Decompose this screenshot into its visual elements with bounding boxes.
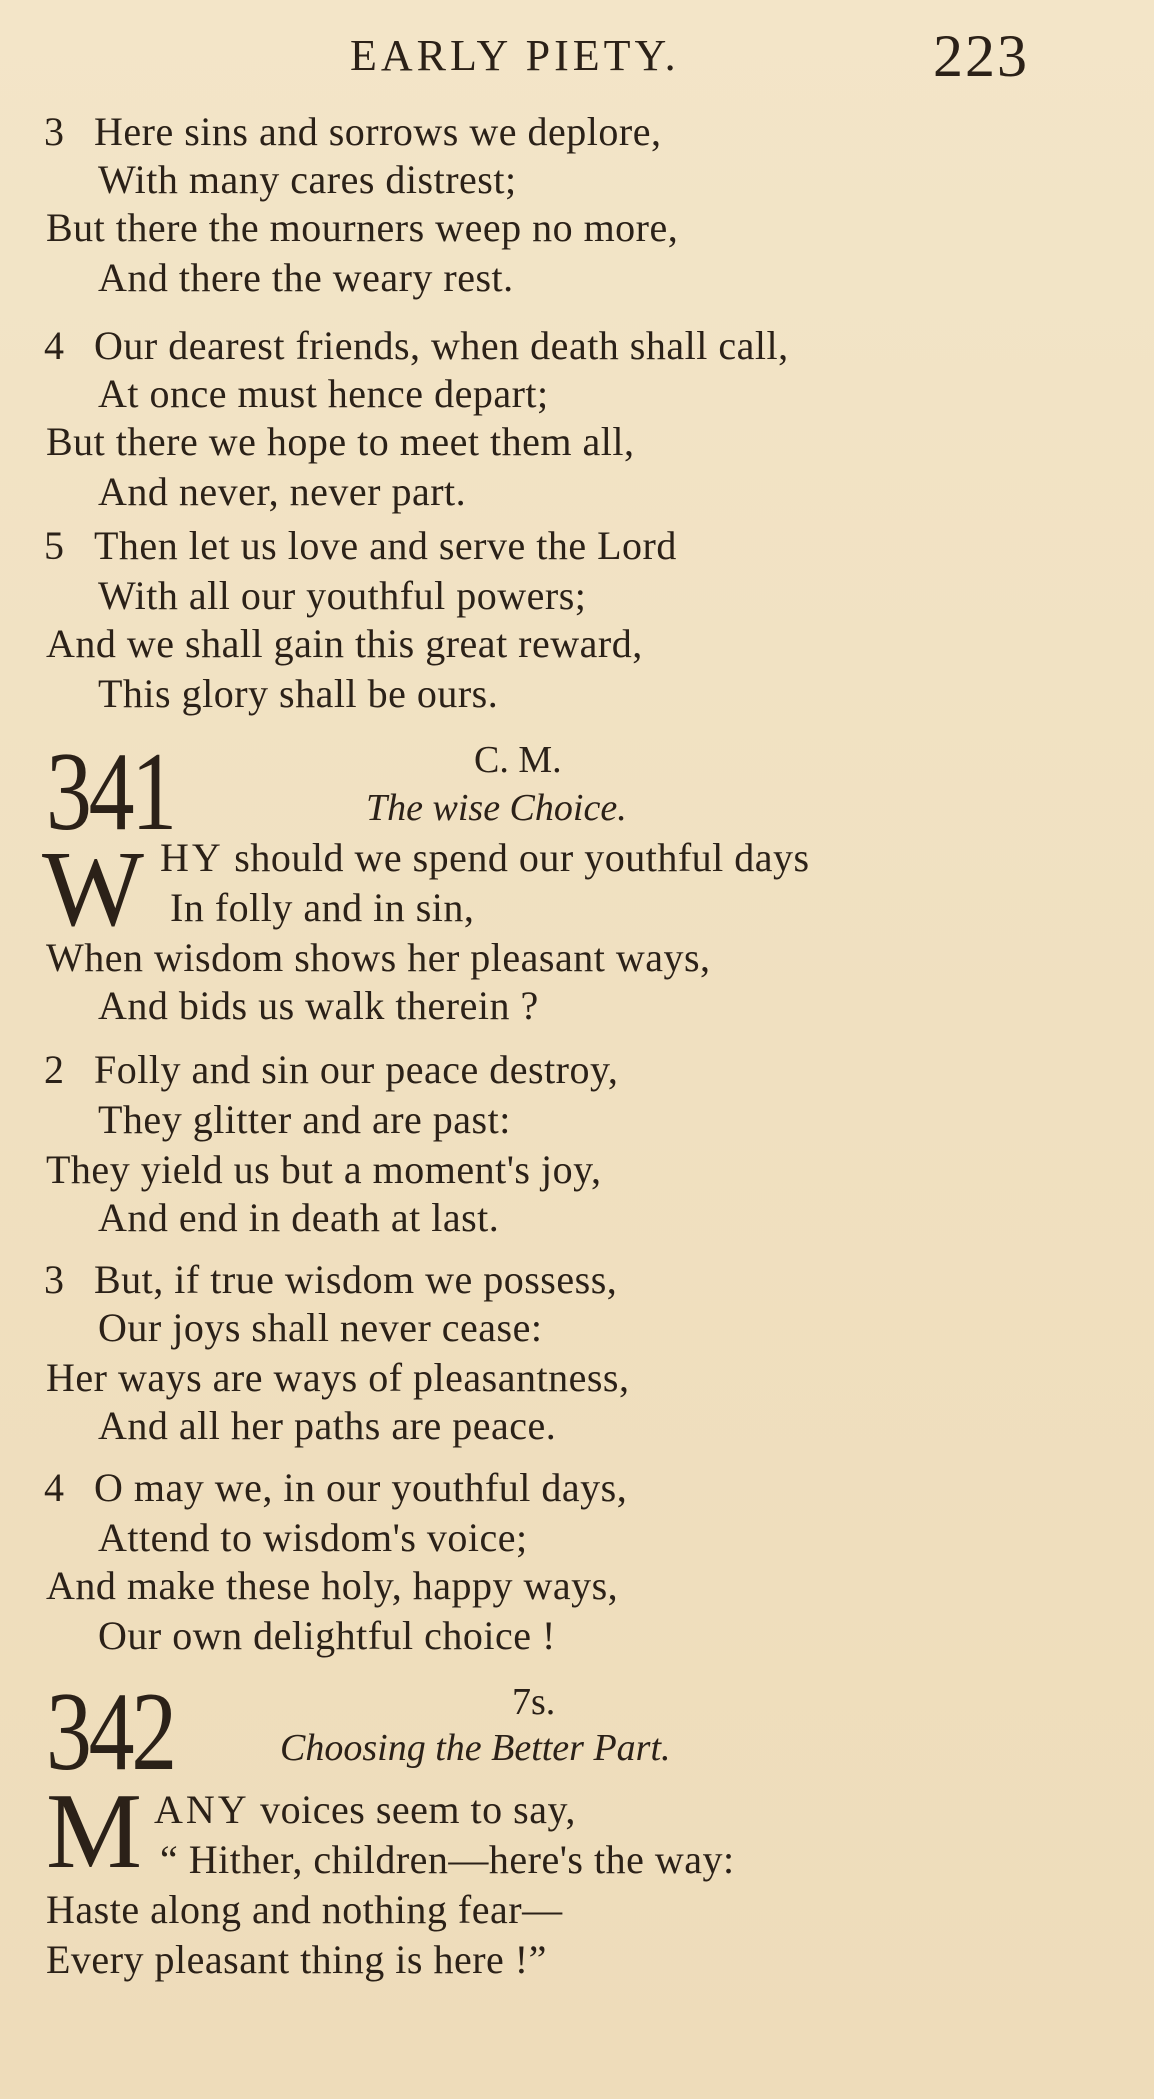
- hymn-number: 341: [46, 730, 174, 854]
- drop-cap: M: [46, 1772, 141, 1891]
- verse-line: But there we hope to meet them all,: [46, 419, 635, 464]
- page-number: 223: [933, 23, 1029, 89]
- hymn-title: Choosing the Better Part.: [280, 1727, 671, 1769]
- verse-line: At once must hence depart;: [98, 371, 549, 416]
- verse-line: HY should we spend our youthful days: [160, 835, 810, 880]
- verse-line: This glory shall be ours.: [98, 671, 499, 716]
- verse-line: They glitter and are past:: [98, 1097, 511, 1142]
- verse-line: In folly and in sin,: [170, 885, 475, 930]
- verse-line: “ Hither, children—here's the way:: [160, 1837, 735, 1882]
- verse-line: They yield us but a moment's joy,: [46, 1147, 602, 1192]
- verse-line: ANY voices seem to say,: [154, 1787, 576, 1832]
- verse-line: 5 Then let us love and serve the Lord: [44, 523, 677, 568]
- hymn-number: 342: [46, 1670, 174, 1794]
- verse-line: Haste along and nothing fear—: [46, 1887, 563, 1932]
- verse-number: 3: [44, 1257, 65, 1302]
- hymn-meter: C. M.: [474, 739, 562, 781]
- hymn-meter: 7s.: [512, 1681, 556, 1723]
- verse-line: 3 But, if true wisdom we possess,: [44, 1257, 618, 1302]
- verse-line: Her ways are ways of pleasantness,: [46, 1355, 630, 1400]
- verse-line: When wisdom shows her pleasant ways,: [46, 935, 711, 980]
- verse-line: But there the mourners weep no more,: [46, 205, 679, 250]
- verse-line: And all her paths are peace.: [98, 1403, 557, 1448]
- verse-line: And make these holy, happy ways,: [46, 1563, 619, 1608]
- verse-line: Our joys shall never cease:: [98, 1305, 543, 1350]
- verse-line: With all our youthful powers;: [98, 573, 587, 618]
- verse-line: And never, never part.: [98, 469, 467, 514]
- verse-number: 2: [44, 1047, 65, 1092]
- verse-line: And bids us walk therein ?: [98, 983, 539, 1028]
- running-head: EARLY PIETY.: [350, 31, 680, 80]
- verse-number: 5: [44, 523, 65, 568]
- verse-number: 4: [44, 1465, 65, 1510]
- verse-line: 2 Folly and sin our peace destroy,: [44, 1047, 619, 1092]
- verse-line: And end in death at last.: [98, 1195, 500, 1240]
- verse-line: 4 O may we, in our youthful days,: [44, 1465, 628, 1510]
- page-header: [0, 22, 1154, 92]
- verse-line: Our own delightful choice !: [98, 1613, 556, 1658]
- verse-number: 3: [44, 109, 65, 154]
- verse-line: 4 Our dearest friends, when death shall call,: [44, 323, 789, 368]
- verse-line: 3 Here sins and sorrows we deplore,: [44, 109, 662, 154]
- verse-number: 4: [44, 323, 65, 368]
- verse-line: Attend to wisdom's voice;: [98, 1515, 528, 1560]
- verse-line: And there the weary rest.: [98, 255, 514, 300]
- hymn-title: The wise Choice.: [366, 787, 627, 829]
- drop-cap: W: [42, 830, 142, 949]
- verse-line: Every pleasant thing is here !”: [46, 1937, 547, 1982]
- verse-line: And we shall gain this great reward,: [46, 621, 643, 666]
- verse-line: With many cares distrest;: [98, 157, 517, 202]
